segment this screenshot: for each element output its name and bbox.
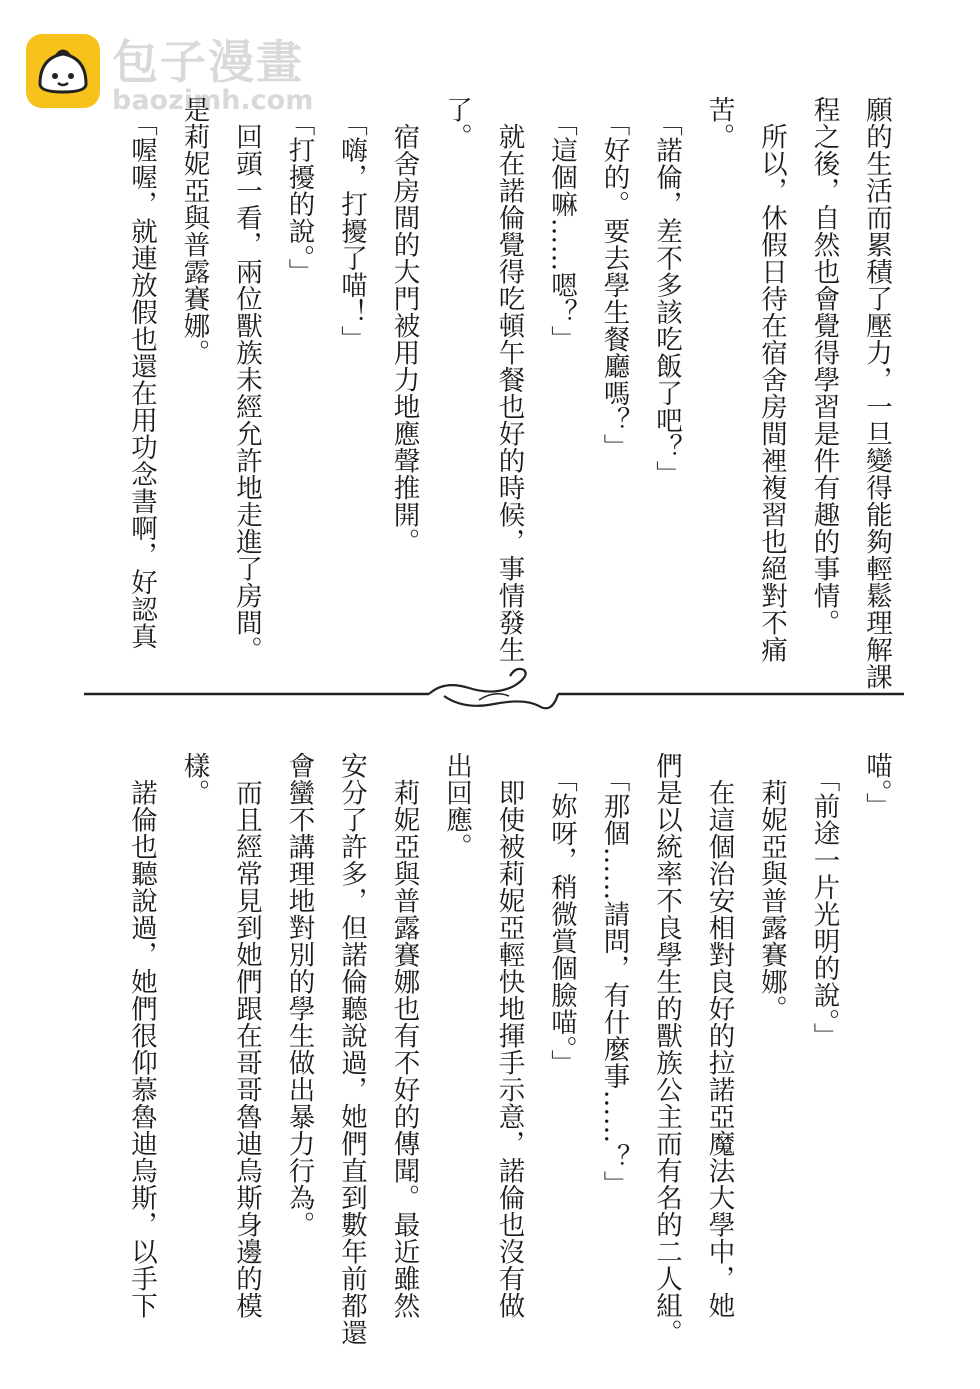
text-column: 「打擾的說。」 [283, 96, 315, 286]
text-column: 所以，休假日待在宿舍房間裡複習也絕對不痛 [756, 96, 787, 663]
text-column: 莉妮亞與普露賽娜。 [756, 752, 787, 1022]
text-column: 回頭一看，兩位獸族未經允許地走進了房間。 [231, 96, 262, 663]
text-column: 「嗨，打擾了喵！」 [336, 96, 367, 353]
text-column: 在這個治安相對良好的拉諾亞魔法大學中，她 [703, 752, 735, 1319]
text-column: 願的生活而累積了壓力，一旦變得能夠輕鬆理解課 [861, 96, 892, 690]
text-column: 「這個嘛……嗯？」 [546, 96, 577, 353]
text-column: 「諾倫，差不多該吃飯了吧？」 [651, 96, 682, 488]
text-column: 出回應。 [441, 752, 472, 860]
text-column: 「前途一片光明的說。」 [808, 752, 840, 1050]
text-column: 「喔喔，就連放假也還在用功念書啊，好認真 [126, 96, 157, 650]
text-block-top [115, 96, 903, 690]
text-block-bottom [115, 752, 903, 1346]
text-column: 喵。」 [861, 752, 892, 820]
text-column: 會蠻不講理地對別的學生做出暴力行為。 [283, 752, 315, 1238]
bun-face-icon [26, 34, 100, 108]
text-column: 樣。 [178, 752, 210, 806]
text-column: 苦。 [703, 96, 735, 150]
text-column: 就在諾倫覺得吃頓午餐也好的時候，事情發生 [493, 96, 525, 663]
ornamental-divider [84, 666, 904, 722]
text-column: 安分了許多，但諾倫聽說過，她們直到數年前都還 [336, 752, 367, 1346]
text-column: 「那個……請問，有什麼事……？」 [598, 752, 630, 1198]
text-column: 而且經常見到她們跟在哥哥魯迪烏斯身邊的模 [231, 752, 262, 1319]
watermark-url: baozimh.com [112, 85, 314, 116]
text-column: 莉妮亞與普露賽娜也有不好的傳聞。最近雖然 [388, 752, 420, 1319]
text-column: 諾倫也聽說過，她們很仰慕魯迪烏斯，以手下 [126, 752, 157, 1319]
text-column: 是莉妮亞與普露賽娜。 [178, 96, 210, 366]
text-column: 「好的。要去學生餐廳嗎？」 [598, 96, 630, 461]
text-column: 宿舍房間的大門被用力地應聲推開。 [388, 96, 420, 555]
text-column: 「妳呀，稍微賞個臉喵。」 [546, 752, 577, 1077]
text-column: 即使被莉妮亞輕快地揮手示意，諾倫也沒有做 [493, 752, 525, 1319]
text-column: 了。 [441, 96, 472, 150]
watermark-name: 包子漫畫 [112, 35, 304, 89]
text-column: 程之後，自然也會覺得學習是件有趣的事情。 [808, 96, 840, 636]
text-column: 們是以統率不良學生的獸族公主而有名的二人組。 [651, 752, 682, 1346]
